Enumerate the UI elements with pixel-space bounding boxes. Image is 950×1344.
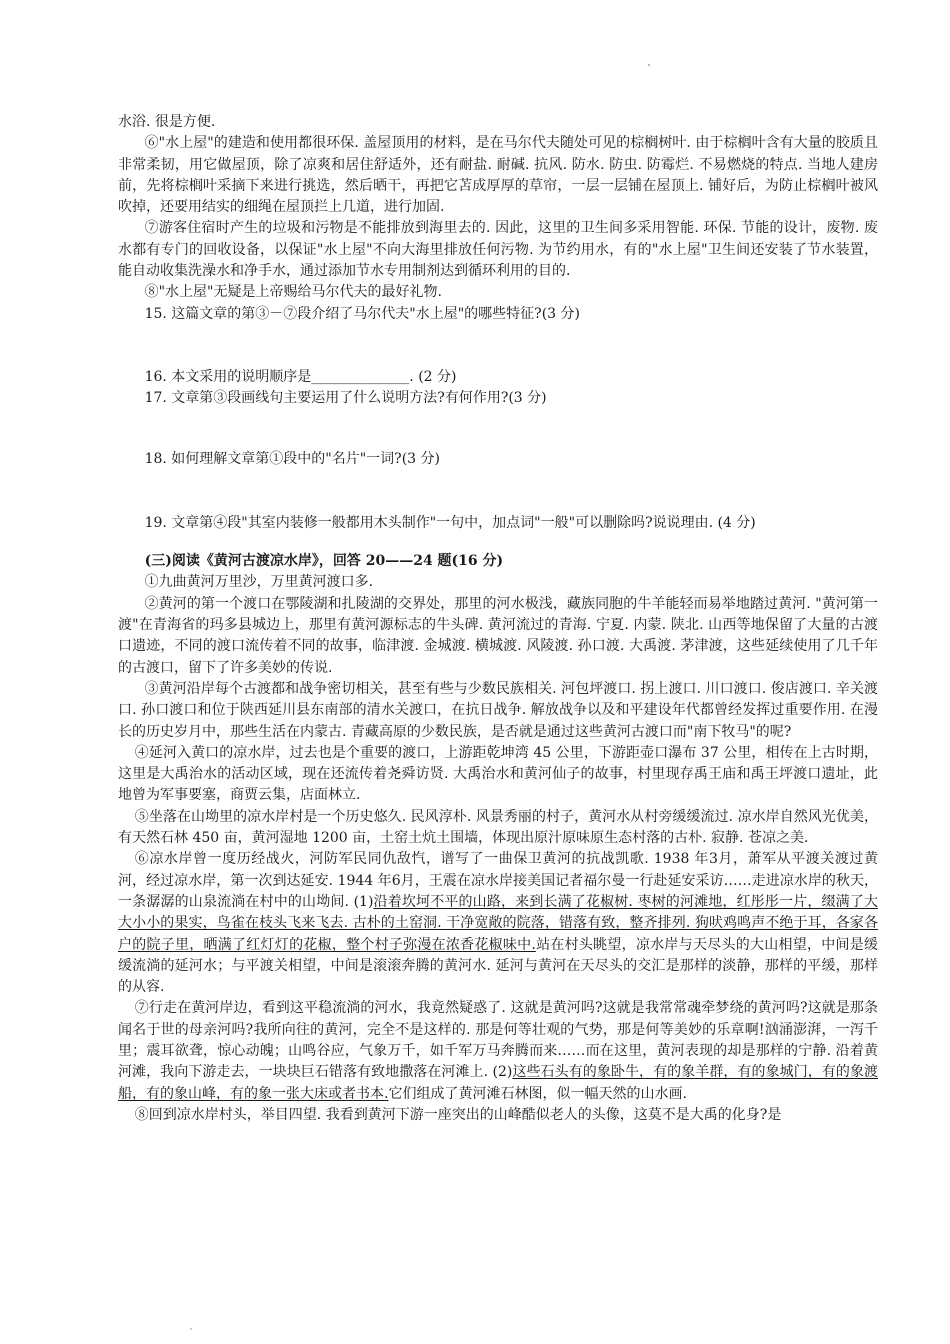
s3-paragraph-8: ⑧回到凉水岸村头，举目四望. 我看到黄河下游一座突出的山峰酷似老人的头像，这莫不是大禹的化身?是 xyxy=(134,1106,782,1123)
s3-paragraph-4: ④延河入黄口的凉水岸，过去也是个重要的渡口，上游距乾坤湾 45 公里，下游距壶口瀑布 37 公里，相传在上古时期，这里是大禹治水的活动区域，现在还流传着尧舜访贤. 大禹治水和黄河仙子的故事，村里现存禹王庙和禹王坪渡口遗址，此地曾为军事要塞，商贾云集，店面林立. xyxy=(118,744,878,804)
scan-speck xyxy=(648,64,650,66)
underlined-sentence-1: 沿着坎坷不平的山路，来到长满了花椒树. 枣树的河滩地，红彤彤一片，缀满了大大小小的果实，鸟雀在枝头飞来飞去. 古朴的土窑洞. 干净宽敞的院落，错落有致，整齐排列. 狗吠鸡鸣声不绝于耳，各家各户的院子里，晒满了红灯灯的花椒，整个村子弥漫在浓香花椒味中. xyxy=(118,893,878,953)
answer-space-17 xyxy=(118,410,878,449)
s3-paragraph-1: ①九曲黄河万里沙，万里黄河渡口多. xyxy=(144,574,374,591)
answer-space-15 xyxy=(118,325,878,367)
question-19: 19. 文章第④段"其室内装修一般都用木头制作"一句中，加点词"一般"可以删除吗?说说理由. (4 分) xyxy=(144,514,756,531)
s3-p7-lead: ⑦行走在黄河岸边，看到这平稳流淌的河水，我竟然疑惑了. 这就是黄河吗?这就是我常常魂牵梦绕的黄河吗?这就是那条闻名于世的母亲河吗?我所向往的黄河，完全不是这样的. 那是何等壮观的气势，那是何等美妙的乐章啊!汹涌澎湃，一泻千里；震耳欲聋，惊心动魄；山鸣谷应，气象万千，如千军万马奔腾而来……而在这里，黄河表现的却是那样的宁静. 沿着黄河滩，我向下游走去，一块块巨石错落有致地撒落在河滩上. (2) xyxy=(118,1000,878,1081)
paragraph-8: ⑧"水上屋"无疑是上帝赐给马尔代夫的最好礼物. xyxy=(144,284,442,301)
s3-paragraph-5: ⑤坐落在山坳里的凉水岸村是一个历史悠久. 民风淳朴. 风景秀丽的村子，黄河水从村旁缓缓流过. 凉水岸自然风光优美，有天然石林 450 亩，黄河湿地 1200 亩，土窑土炕土围墙，体现出原汁原味原生态村落的古朴. 寂静. 苍凉之美. xyxy=(118,808,878,847)
s3-paragraph-2: ②黄河的第一个渡口在鄂陵湖和扎陵湖的交界处，那里的河水极浅，藏族同胞的牛羊能轻而易举地踏过黄河. "黄河第一渡"在青海省的玛多县城边上，那里有黄河源标志的牛头碑. 黄河流过的青海. 宁夏. 内蒙. 陕北. 山西等地保留了大量的古渡口遗迹，不同的渡口流传着不同的故事，临津渡. 金城渡. 横城渡. 风陵渡. 孙口渡. 大禹渡. 茅津渡，这些延续使用了几千年的古渡口，留下了许多美妙的传说. xyxy=(118,595,878,676)
paragraph-7: ⑦游客住宿时产生的垃圾和污物是不能排放到海里去的. 因此，这里的卫生间多采用智能. 环保. 节能的设计，废物. 废水都有专门的回收设备，以保证"水上屋"不向大海里排放任何污物. 为节约用水，有的"水上屋"卫生间还安装了节水装置，能自动收集洗澡水和净手水，通过添加节水专用制剂达到循环利用的目的. xyxy=(118,220,878,280)
question-15: 15. 这篇文章的第③－⑦段介绍了马尔代夫"水上屋"的哪些特征?(3 分) xyxy=(144,305,580,322)
question-16: 16. 本文采用的说明顺序是______________. (2 分) xyxy=(144,368,457,385)
paragraph-6: ⑥"水上屋"的建造和使用都很环保. 盖屋顶用的材料，是在马尔代夫随处可见的棕榈树叶. 由于棕榈叶含有大量的胶质且非常柔韧，用它做屋顶，除了凉爽和居住舒适外，还有耐盐. 耐碱. 抗风. 防水. 防虫. 防霉烂. 不易燃烧的特点. 当地人建房前，先将棕榈叶采摘下来进行挑选，然后晒干，再把它苫成厚厚的草帘，一层一层铺在屋顶上. 铺好后，为防止棕榈叶被风吹掉，还要用结实的细绳在屋顶拦上几道，进行加固. xyxy=(118,135,878,216)
s3-paragraph-3: ③黄河沿岸每个古渡都和战争密切相关，甚至有些与少数民族相关. 河包坪渡口. 拐上渡口. 川口渡口. 俊店渡口. 辛关渡口. 孙口渡口和位于陕西延川县东南部的清水关渡口，在抗日战争. 解放战争以及和平建设年代都曾经发挥过重要作用. 在漫长的历史岁月中，那些生活在内蒙古. 青藏高原的少数民族，是否就是通过这些黄河古渡口而"南下牧马"的呢? xyxy=(118,680,878,740)
section-3-heading: (三)阅读《黄河古渡凉水岸》，回答 20——24 题(16 分) xyxy=(144,553,504,570)
document-page xyxy=(118,112,878,1126)
s3-p7-tail: 它们组成了黄河滩石林图，似一幅天然的山水画. xyxy=(388,1085,687,1102)
s3-p6-lead: ⑥凉水岸曾一度历经战火，河防军民同仇敌忾，谱写了一曲保卫黄河的抗战凯歌. 1938 年3月，萧军从平渡关渡过黄河，经过凉水岸，第一次到达延安. 1944 年6月，王震在凉水岸接美国记者福尔曼一行赴延安采访……走进凉水岸的秋天，一条潺潺的山泉流淌在村中的山坳间. (1) xyxy=(118,851,878,910)
underlined-sentence-2: 这些石头有的象卧牛，有的象羊群，有的象城门，有的象渡船，有的象山峰，有的象一张大床或者书本. xyxy=(118,1064,879,1102)
scan-speck-bottom xyxy=(190,1328,192,1330)
answer-space-18 xyxy=(118,470,878,513)
paragraph-5-tail: 水浴. 很是方便. xyxy=(118,114,216,130)
s3-paragraph-6 xyxy=(118,849,878,998)
question-17: 17. 文章第③段画线句主要运用了什么说明方法?有何作用?(3 分) xyxy=(144,390,547,407)
question-18: 18. 如何理解文章第①段中的"名片"一词?(3 分) xyxy=(144,450,440,467)
s3-p6-tail: 站在村头眺望，凉水岸与天尽头的大山相望，中间是缓缓流淌的延河水；与平渡关相望，中间是滚滚奔腾的黄河水. 延河与黄河在天尽头的交汇是那样的淡静，那样的平缓，那样的从容. xyxy=(118,936,879,996)
s3-paragraph-7 xyxy=(118,998,878,1104)
